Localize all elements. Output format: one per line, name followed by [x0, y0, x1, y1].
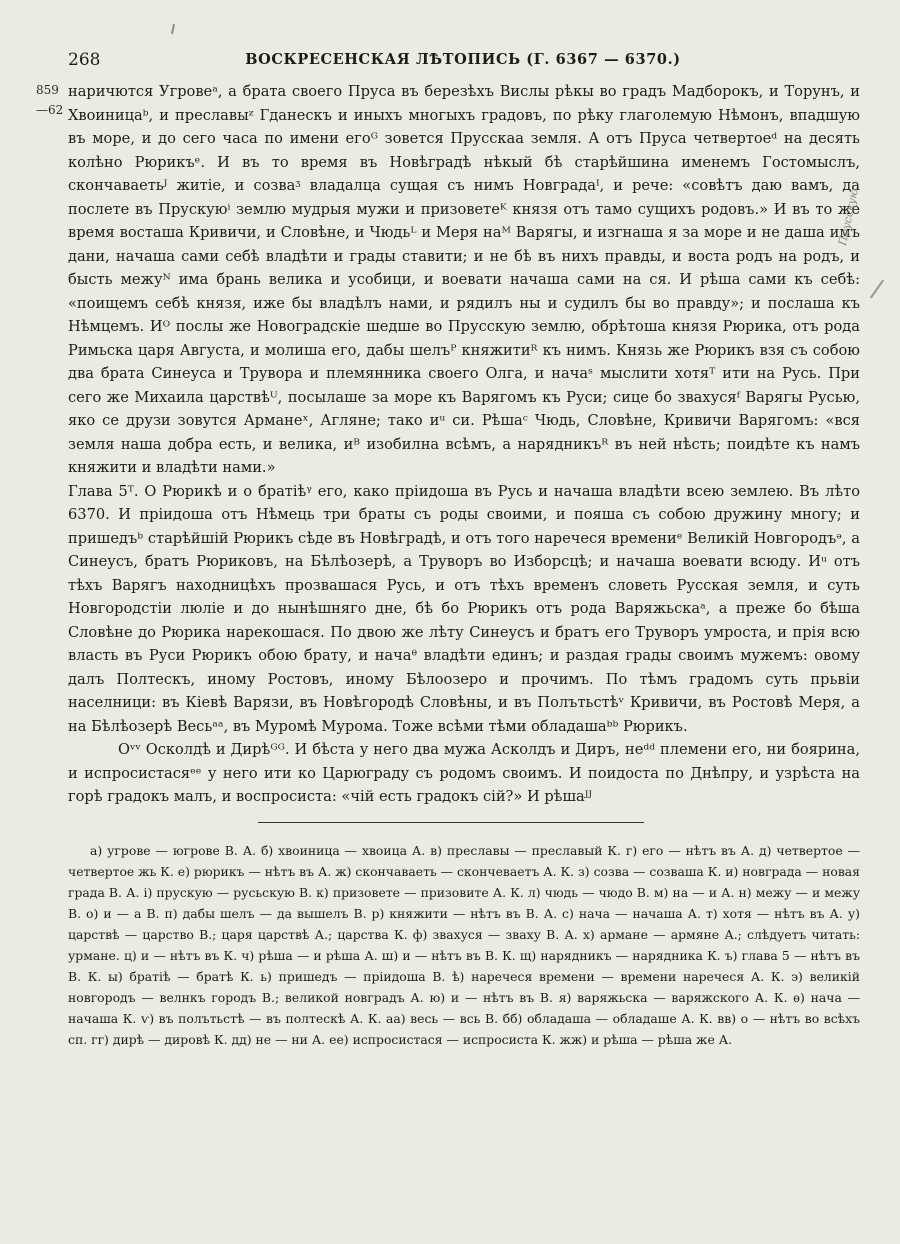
margin-pencil-mark	[870, 279, 884, 298]
page-header	[68, 50, 858, 74]
page-number: 268	[68, 50, 101, 70]
handwritten-margin-note: Прусскую	[836, 187, 861, 247]
chronicle-paragraph-askold: Оᵛᵛ Осколдѣ и Дирѣᴳᴳ. И бѣста у него два мужа Асколдъ и Диръ, неᵈᵈ племени его, ни боярина, и испросистасяᵉᵉ у него ити ко Царюграду съ родомъ своимъ. И поидоста по Днѣпру, и узрѣста на горѣ градокъ малъ, и воспросиста: «чій есть градокъ сій?» И рѣшаᴶᴶ	[68, 741, 860, 805]
footnote-divider	[258, 822, 644, 823]
footnotes-text: а) угрове — югрове В. А. б) хвоиница — хвоица А. в) преславы — преславый К. г) его — нѣтъ въ А. д) четвертое — четвертое жь К. е) рюрикъ — нѣтъ въ А. ж) скончаваеть — скончеваетъ А. К. з) созва — созваша К. и) новграда — новая града В. А. і) прускую — русьскую В. к) призовете — призовите А. К. л) чюдь — чюдо В. м) на — и А. н) межу — и межу В. о) и — а В. п) дабы шелъ — да вышелъ В. р) княжити — нѣтъ въ В. А. с) нача — начаша А. т) хотя — нѣтъ въ А. у) царствѣ — царство В.; царя царствѣ А.; царства К. ф) звахуся — зваху В. А. х) армане — армяне А.; слѣдуетъ читать: урмане. ц) и — нѣтъ въ К. ч) рѣша — и рѣша А. ш) и — нѣтъ въ В. К. щ) нарядникъ — нарядника К. ъ) глава 5 — нѣтъ въ В. К. ы) братіѣ — братѣ К. ь) пришедъ — пріидоша В. ѣ) наречеся времени — времени наречеся А. К. э) великій новгородъ — велнкъ городъ В.; великой новградъ А. ю) и — нѣтъ въ В. я) варяжьска — варяжского А. К. ѳ) нача — начаша К. ѵ) въ полътьстѣ — въ полтескѣ А. К. аа) весь — всь В. бб) обладаша — обладаше А. К. вв) о — нѣтъ во всѣхъ сп. гг) дирѣ — дировѣ К. дд) не — ни А. ее) испросистася — испросиста К. жж) и рѣша — рѣша же А.	[68, 843, 860, 1047]
chronicle-paragraph-1: наричются Угровеᵃ, а брата своего Пруса въ березѣхъ Вислы рѣкы во градъ Мадборокъ, и Торунъ, и Хвоиницаᵇ, и преславыᶻ Гданескъ и иныхъ многыхъ градовъ, по рѣку глаголемую Нѣмонъ, впадшую въ море, и до сего часа по имени егоᴳ зовется Прусскаа земля. А отъ Пруса четвертоеᵈ на десять колѣно Рюрикъᵉ. И въ то время въ Новѣградѣ нѣкый бѣ старѣйшина именемъ Гостомыслъ, скончаваетьᴶ житіе, и созваᶾ владалца сущая съ нимъ Новградаᴵ, и рече: «совѣтъ даю вамъ, да послете въ Прускуюⁱ землю мудрыя мужи и призоветеᴷ князя отъ тамо сущихъ родовъ.» И въ то же время восташа Кривичи, и Словѣне, и Чюдьᴸ и Меря наᴹ Варягы, и изгнаша я за море и не даша имъ дани, начаша сами себѣ владѣти и грады ставити; и не бѣ въ нихъ правды, и воста родъ на родъ, и бысть межуᴺ има брань велика и усобици, и воевати начаша сами на ся. И рѣша сами къ себѣ: «поищемъ себѣ князя, иже бы владѣлъ нами, и рядилъ ны и судилъ бы во правду»; и послаша къ Нѣмцемъ. Иᴼ послы же Новоградскіе шедше во Прусскую землю, обрѣтоша князя Рюрика, отъ рода Римьска царя Августа, и молиша его, дабы шелъᴾ княжитиᴿ къ нимъ. Князь же Рюрикъ взя съ собою два брата Синеуса и Трувора и племянника своего Олга, и начаˢ мыслити хотяᵀ ити на Русь. При сего же Михаила царствѣᵁ, посылаше за море къ Варягомъ къ Руси; сице бо звахусяᶠ Варягы Русью, яко се друзи зовутся Арманеˣ, Агляне; тако иᵘ си. Рѣшаᶜ Чюдь, Словѣне, Кривичи Варягомъ: «вся земля наша добра есть, и велика, иᴮ изобилна всѣмъ, а нарядникъᴿ въ ней нѣсть; поидѣте къ намъ княжити и владѣти нами.»	[68, 83, 860, 476]
year-marker-start: 859	[36, 83, 59, 97]
main-text	[68, 80, 860, 809]
chronicle-chapter-5: Глава 5ᵀ. О Рюрикѣ и о братіѣᵞ его, како пріидоша въ Русь и начаша владѣти всею землею. Въ лѣто 6370. И пріидоша отъ Нѣмець три браты съ роды своими, и пояша съ собою дружину многу; и пришедъᵇ старѣйшій Рюрикъ сѣде въ Новѣградѣ, и отъ того наречеся времениᵉ Великій Новгородъᵊ, а Синеусъ, братъ Рюриковъ, на Бѣлѣозерѣ, а Труворъ во Изборсцѣ; и начаша воевати всюду. Иᵘ отъ тѣхъ Варягъ находницѣхъ прозвашася Русь, и отъ тѣхъ временъ словеть Русская земля, и суть Новгородстіи люліе и до нынѣшняго дне, бѣ бо Рюрикъ отъ рода Варяжьскаᵃ, а преже бо бѣша Словѣне до Рюрика нарекошася. По двою же лѣту Синеусъ и братъ его Труворъ умроста, и прія всю власть въ Руси Рюрикъ обою брату, и начаᶿ владѣти единъ; и раздая грады своимъ мужемъ: овому далъ Полтескъ, иному Ростовъ, иному Бѣлоозеро и прочимъ. По тѣмъ градомъ суть прьвіи населници: въ Кіевѣ Варязи, въ Новѣгородѣ Словѣны, и въ Полътьстѣᵛ Кривичи, въ Ростовѣ Меря, а на Бѣлѣозерѣ Весьᵃᵃ, въ Муромѣ Мурома. Тоже всѣми тѣми обладашаᵇᵇ Рюрикъ.	[68, 482, 860, 735]
year-marker-range: —62	[36, 103, 64, 117]
footnotes	[68, 840, 860, 1050]
scan-speck	[171, 24, 175, 34]
running-head: ВОСКРЕСЕНСКАЯ ЛѢТОПИСЬ (Г. 6367 — 6370.)	[245, 51, 681, 68]
